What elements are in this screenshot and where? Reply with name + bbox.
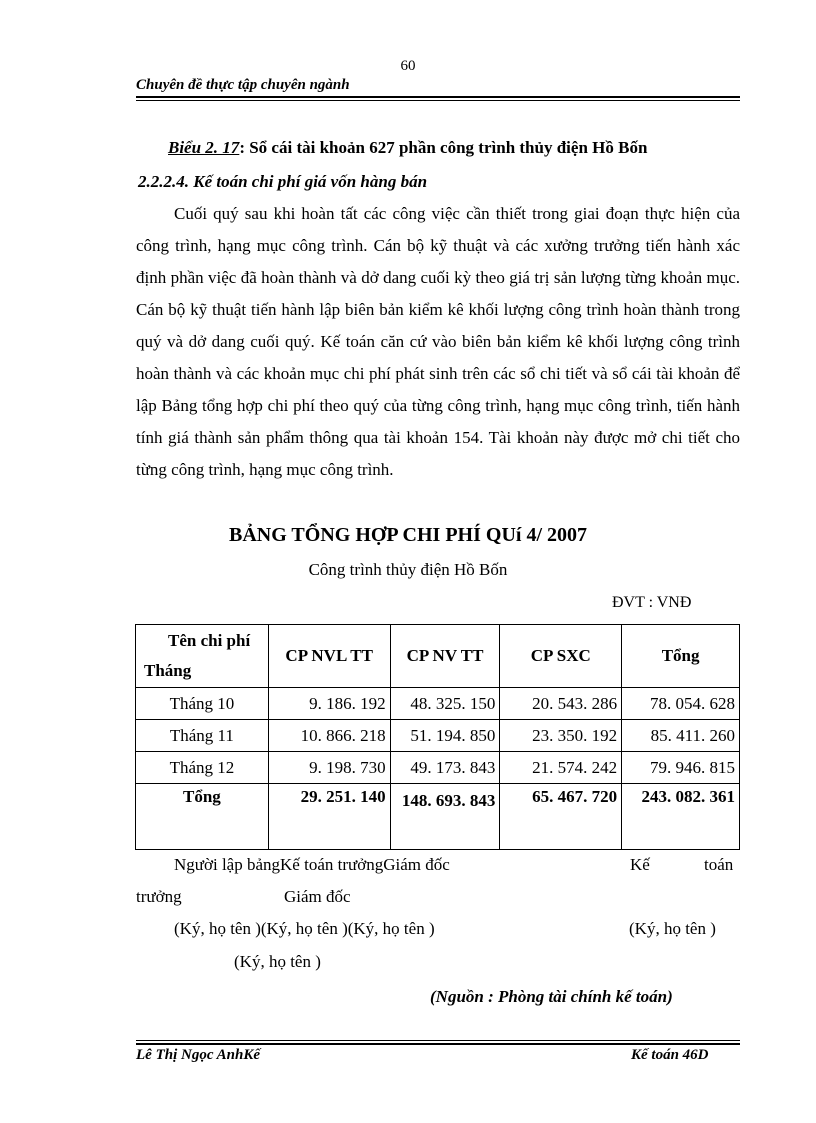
header-cost-name: Tên chi phí — [168, 631, 251, 650]
total-sum: 243. 082. 361 — [622, 784, 740, 850]
signature-role-continued: trưởng — [136, 887, 182, 906]
table-total-row — [136, 784, 740, 850]
signature-instruction-last: (Ký, họ tên ) — [234, 952, 321, 971]
caption-text: : Sổ cái tài khoản 627 phần công trình thủy điện Hồ Bốn — [239, 138, 648, 157]
row-cp-nvl-tt: 10. 866. 218 — [268, 720, 390, 752]
signature-role-director: Giám đốc — [284, 887, 351, 906]
row-month: Tháng 10 — [136, 688, 269, 720]
table-subtitle: Công trình thủy điện Hồ Bốn — [308, 560, 508, 579]
header-cp-nv-tt: CP NV TT — [390, 625, 500, 688]
row-total: 78. 054. 628 — [622, 688, 740, 720]
table-row — [136, 720, 740, 752]
cost-summary-table — [135, 624, 740, 850]
row-total: 79. 946. 815 — [622, 752, 740, 784]
total-cp-nvl-tt: 29. 251. 140 — [268, 784, 390, 850]
header-cp-sxc: CP SXC — [500, 625, 622, 688]
row-cp-sxc: 23. 350. 192 — [500, 720, 622, 752]
footer-author: Lê Thị Ngọc AnhKế — [136, 1047, 261, 1063]
row-month: Tháng 12 — [136, 752, 269, 784]
header-rule-thin — [136, 100, 740, 101]
table-header-row — [136, 625, 740, 688]
body-paragraph: Cuối quý sau khi hoàn tất các công việc cần thiết trong giai đoạn thực hiện của công trình, hạng mục công trình. Cán bộ kỹ thuật và các xưởng trưởng tiến hành xác định phần việc đã hoàn thành và dở dang cuối kỳ theo giá trị sản lượng từng khoản mục. Cán bộ kỹ thuật tiến hành lập biên bản kiểm kê khối lượng công trình hoàn thành trong quý và dở dang cuối quý. Kế toán căn cứ vào biên bản kiểm kê khối lượng công trình hoàn thành và các khoản mục chi phí phát sinh trên các sổ chi tiết và sổ cái tài khoản để lập Bảng tổng hợp chi phí theo quý của từng công trình, hạng mục công trình, tiến hành tính giá thành sản phẩm thông qua tài khoản 154. Tài khoản này được mở chi tiết cho từng công trình, hạng mục công trình. — [136, 204, 740, 479]
source-note: (Nguồn : Phòng tài chính kế toán) — [430, 987, 673, 1006]
row-cp-sxc: 21. 574. 242 — [500, 752, 622, 784]
footer-rule-thin — [136, 1040, 740, 1041]
total-cp-nv-tt: 148. 693. 843 — [390, 784, 500, 850]
table-title: BẢNG TỔNG HỢP CHI PHÍ QUí 4/ 2007 — [229, 524, 587, 546]
total-cp-sxc: 65. 467. 720 — [500, 784, 622, 850]
signature-instruction-right: (Ký, họ tên ) — [629, 919, 716, 938]
table-row — [136, 752, 740, 784]
footer-class: Kế toán 46D — [631, 1047, 709, 1063]
total-label: Tổng — [136, 784, 269, 850]
header-rule — [136, 96, 740, 98]
header-month: Tháng — [144, 661, 192, 680]
signature-role-accountant-a: Kế — [630, 855, 650, 874]
row-total: 85. 411. 260 — [622, 720, 740, 752]
footer-rule — [136, 1043, 740, 1045]
row-cp-nv-tt: 48. 325. 150 — [390, 688, 500, 720]
row-cp-nv-tt: 49. 173. 843 — [390, 752, 500, 784]
caption-label: Biểu 2. 17 — [168, 138, 240, 157]
row-cp-nv-tt: 51. 194. 850 — [390, 720, 500, 752]
figure-caption — [168, 138, 647, 158]
signature-roles: Người lập bảngKế toán trưởngGiám đốc — [174, 855, 450, 874]
table-row — [136, 688, 740, 720]
header-corner-cell — [136, 625, 269, 688]
header-cp-nvl-tt: CP NVL TT — [268, 625, 390, 688]
row-cp-nvl-tt: 9. 186. 192 — [268, 688, 390, 720]
row-cp-nvl-tt: 9. 198. 730 — [268, 752, 390, 784]
header-title: Chuyên đề thực tập chuyên ngành — [136, 77, 350, 93]
page-number: 60 — [400, 58, 416, 74]
row-month: Tháng 11 — [136, 720, 269, 752]
header-total: Tổng — [622, 625, 740, 688]
row-cp-sxc: 20. 543. 286 — [500, 688, 622, 720]
signature-role-accountant-b: toán — [704, 855, 734, 874]
section-heading: 2.2.2.4. Kế toán chi phí giá vốn hàng bán — [138, 172, 428, 191]
unit-label: ĐVT : VNĐ — [612, 594, 692, 611]
signature-instructions: (Ký, họ tên )(Ký, họ tên )(Ký, họ tên ) — [174, 919, 435, 938]
